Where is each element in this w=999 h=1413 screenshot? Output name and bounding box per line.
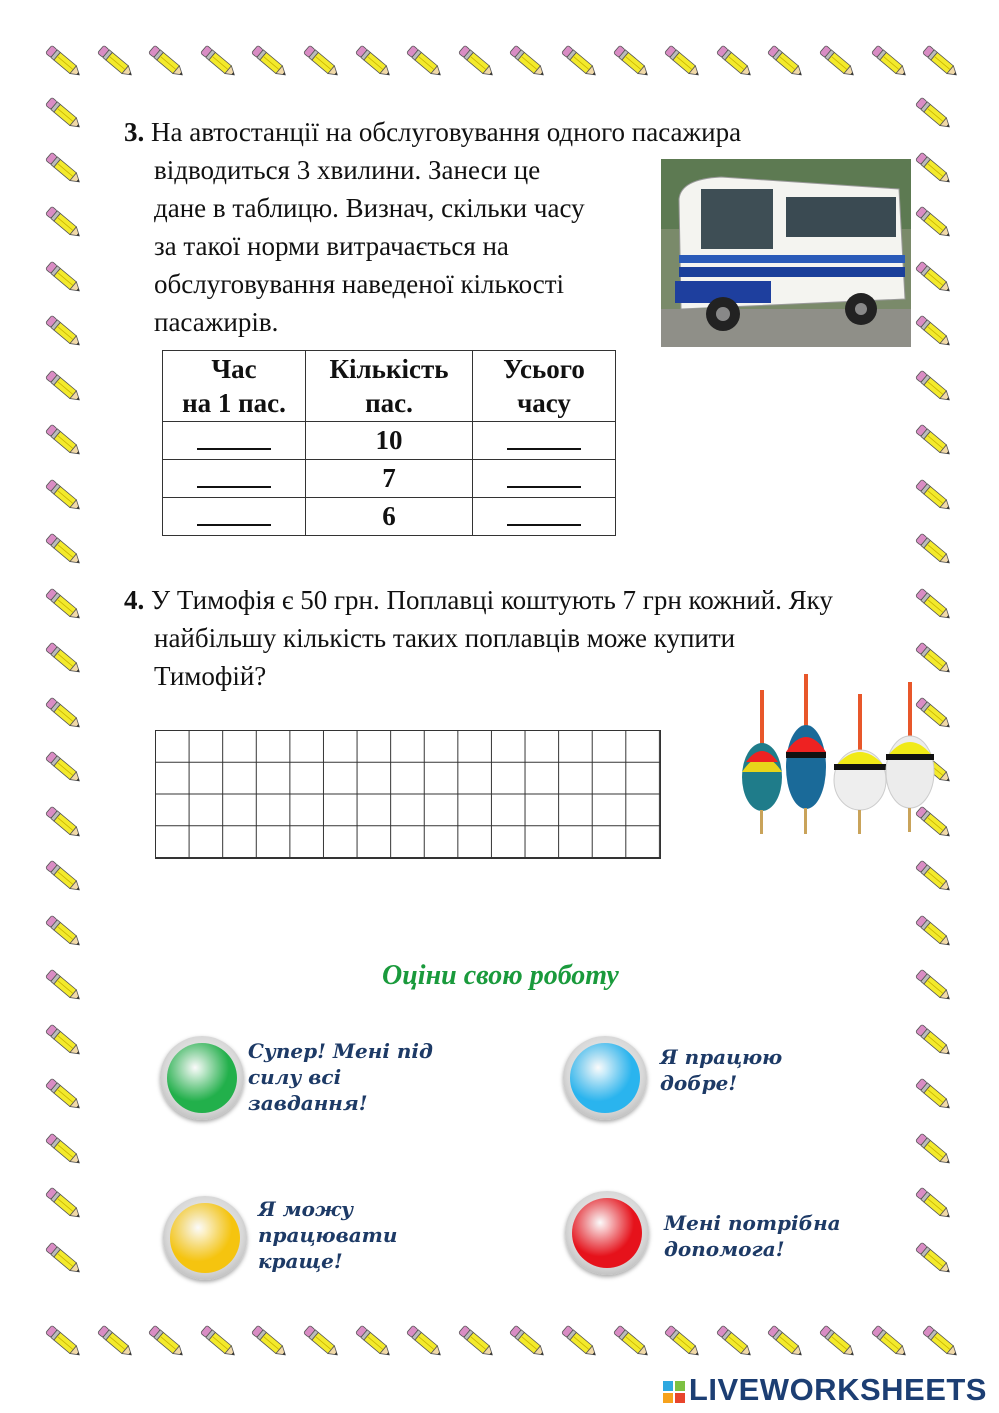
pencil-icon [764,40,808,84]
pencil-icon [300,1320,344,1364]
pencil-icon [912,583,956,627]
table-row [163,422,616,460]
task-3-number: 3. [124,117,145,147]
pencil-icon [42,365,86,409]
pencil-icon [94,1320,138,1364]
pencil-icon [248,1320,292,1364]
pencil-icon [455,1320,499,1364]
pencil-icon [713,1320,757,1364]
task-3-text [124,113,741,341]
task-4-line: У Тимофія є 50 грн. Поплавці коштують 7 грн кожний. Яку [151,585,833,615]
green-circle-button[interactable] [160,1036,244,1120]
pencil-icon [764,1320,808,1364]
pencil-icon [912,474,956,518]
pencil-icon [145,1320,189,1364]
yellow-circle-button[interactable] [163,1196,247,1280]
pencil-icon [868,1320,912,1364]
answer-blank[interactable] [507,460,581,488]
pencil-icon [912,964,956,1008]
pencil-icon [506,40,550,84]
table-header [306,351,473,422]
pencil-icon [912,147,956,191]
pencil-icon [42,419,86,463]
pencil-icon [661,1320,705,1364]
pencil-icon [912,310,956,354]
pencil-icon [912,1237,956,1281]
task-4-text [124,581,833,695]
pencil-icon [558,1320,602,1364]
blue-circle-button[interactable] [563,1036,647,1120]
header-line: Кількість [329,354,449,384]
blue-label [660,1044,782,1096]
pencil-icon [42,1237,86,1281]
task-3-line: за такої норми витрачається на [154,231,509,261]
header-line: на 1 пас. [182,388,286,418]
pencil-icon [42,147,86,191]
header-line: пас. [365,388,413,418]
pencil-icon [558,40,602,84]
pencil-icon [912,855,956,899]
pencil-icon [42,910,86,954]
red-label [664,1210,841,1262]
pencil-icon [352,40,396,84]
label-line: добре! [660,1071,738,1095]
pencil-icon [42,1128,86,1172]
pencil-icon [42,1073,86,1117]
pencil-icon [506,1320,550,1364]
table-cell: 6 [306,498,473,536]
task-3-line: відводиться 3 хвилини. Занеси це [154,155,541,185]
table-row [163,460,616,498]
pencil-icon [145,40,189,84]
task-3-line: На автостанції на обслуговування одного пасажира [151,117,742,147]
pencil-icon [94,40,138,84]
answer-blank[interactable] [507,498,581,526]
label-line: працювати [258,1223,398,1247]
pencil-icon [912,1128,956,1172]
task-4-line: найбільшу кількість таких поплавців може купити [154,623,736,653]
task-4-line: Тимофій? [154,661,267,691]
pencil-icon [197,1320,241,1364]
answer-grid[interactable] [155,730,661,859]
task-3-line: дане в таблицю. Визнач, скільки часу [154,193,585,223]
answer-blank[interactable] [197,422,271,450]
pencil-icon [816,1320,860,1364]
pencil-icon [42,201,86,245]
pencil-icon [610,1320,654,1364]
pencil-icon [42,474,86,518]
pencil-icon [42,964,86,1008]
pencil-icon [197,40,241,84]
table-row [163,498,616,536]
task-4-number: 4. [124,585,145,615]
label-line: Я працюю [660,1045,783,1069]
pencil-icon [42,583,86,627]
liveworksheets-logo [663,1372,987,1408]
floats-image [738,672,944,842]
label-line: допомога! [664,1237,785,1261]
pencil-icon [42,40,86,84]
red-circle-button[interactable] [565,1191,649,1275]
pencil-icon [352,1320,396,1364]
pencil-icon [248,40,292,84]
pencil-icon [300,40,344,84]
green-label [248,1038,433,1116]
pencil-icon [816,40,860,84]
pencil-icon [42,746,86,790]
pencil-icon [912,365,956,409]
pencil-icon [912,256,956,300]
answer-blank[interactable] [197,498,271,526]
pencil-icon [42,637,86,681]
label-line: Я можу [258,1197,354,1221]
pencil-icon [868,40,912,84]
evaluation-title: Оціни свою роботу [382,960,619,991]
pencil-icon [42,801,86,845]
pencil-icon [403,1320,447,1364]
pencil-icon [42,310,86,354]
pencil-icon [42,256,86,300]
logo-text: LIVEWORKSHEETS [688,1372,987,1407]
pencil-icon [403,40,447,84]
table-header [473,351,616,422]
task-3-line: пасажирів. [154,307,279,337]
logo-squares-icon [663,1381,685,1403]
yellow-label [258,1196,397,1274]
pencil-icon [919,1320,963,1364]
label-line: Супер! Мені під [248,1039,433,1063]
time-table [162,350,616,536]
pencil-icon [912,1019,956,1063]
pencil-icon [919,40,963,84]
pencil-icon [42,92,86,136]
pencil-icon [912,1182,956,1226]
pencil-icon [912,910,956,954]
pencil-icon [661,40,705,84]
pencil-icon [713,40,757,84]
pencil-icon [912,419,956,463]
pencil-icon [912,92,956,136]
bus-image [661,159,911,347]
header-line: Час [211,354,257,384]
label-line: Мені потрібна [664,1211,841,1235]
pencil-icon [912,201,956,245]
answer-blank[interactable] [507,422,581,450]
label-line: завдання! [248,1091,368,1115]
pencil-icon [42,1320,86,1364]
table-header [163,351,306,422]
header-line: часу [517,388,571,418]
pencil-icon [912,528,956,572]
pencil-icon [42,1182,86,1226]
pencil-icon [912,1073,956,1117]
pencil-icon [610,40,654,84]
pencil-icon [42,692,86,736]
pencil-icon [42,528,86,572]
pencil-icon [42,855,86,899]
answer-blank[interactable] [197,460,271,488]
task-3-line: обслуговування наведеної кількості [154,269,565,299]
table-cell: 10 [306,422,473,460]
label-line: краще! [258,1249,343,1273]
label-line: силу всі [248,1065,342,1089]
header-line: Усього [503,354,585,384]
table-cell: 7 [306,460,473,498]
pencil-icon [42,1019,86,1063]
pencil-icon [455,40,499,84]
